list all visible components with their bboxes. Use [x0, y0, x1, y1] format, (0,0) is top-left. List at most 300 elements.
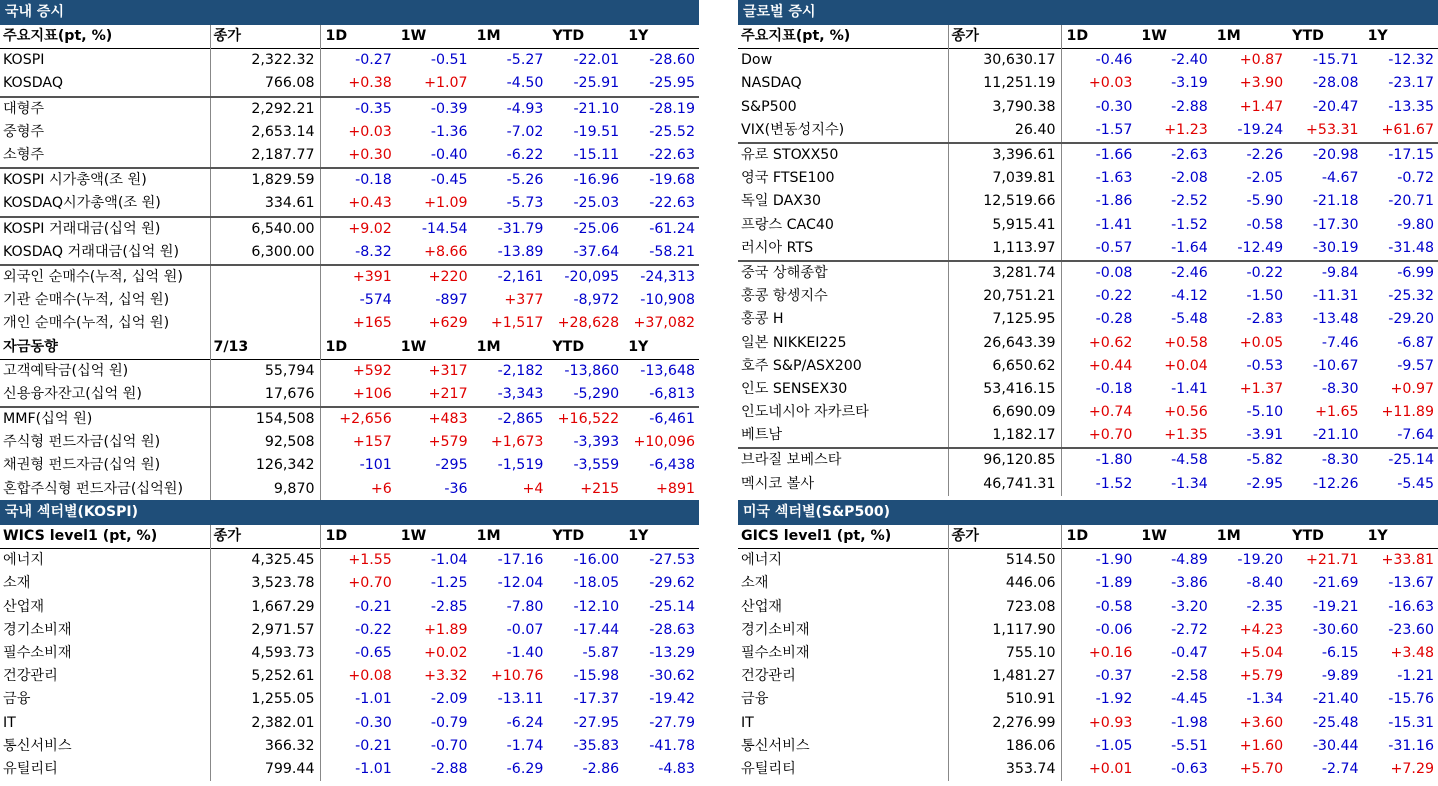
change-value: -13.29 [649, 645, 695, 662]
table-row [738, 665, 1438, 688]
change-value: -22.63 [649, 147, 695, 164]
change-value: -30.62 [649, 668, 695, 685]
close-value: 53,416.15 [948, 378, 1061, 401]
change-value: +0.02 [424, 645, 468, 662]
change-value: +157 [352, 434, 392, 451]
table-row [738, 190, 1438, 213]
column-header: YTD [552, 28, 585, 45]
change-value: -0.21 [355, 598, 392, 615]
domestic-market-title: 국내 증시 [0, 0, 699, 25]
table-row [738, 473, 1438, 496]
change-value: -0.40 [430, 147, 468, 164]
close-value: 4,325.45 [210, 549, 320, 573]
table-row [738, 735, 1438, 758]
change-value: -18.05 [573, 575, 620, 592]
change-value: +4 [522, 480, 544, 497]
change-value: +61.67 [1381, 121, 1434, 138]
column-header: 종가 [948, 525, 1061, 549]
change-value: -2.95 [1246, 475, 1284, 492]
us-sector-table [738, 525, 1438, 781]
change-value: -12.04 [497, 575, 544, 592]
header-row [738, 525, 1438, 549]
column-header: 1W [1141, 528, 1167, 545]
change-value: -0.35 [320, 97, 396, 121]
table-row [738, 688, 1438, 711]
change-value: -61.24 [623, 217, 699, 241]
change-value: +0.74 [1088, 404, 1133, 421]
change-value: -1.92 [1095, 691, 1133, 708]
change-value: -19.42 [649, 691, 695, 708]
header-row [0, 335, 699, 359]
column-header: 1Y [628, 528, 649, 545]
change-value: -2,182 [497, 362, 544, 379]
change-value: -4.67 [1321, 170, 1359, 187]
change-value: -29.62 [649, 575, 695, 592]
change-value: -4.45 [1171, 691, 1208, 708]
change-value: -6.15 [1321, 645, 1359, 662]
change-value: -1.74 [506, 737, 544, 754]
change-value: -1.57 [1095, 121, 1133, 138]
table-row [738, 167, 1438, 190]
change-value: -5.87 [582, 645, 620, 662]
column-header: GICS level1 (pt, %) [738, 525, 948, 549]
table-row [0, 478, 699, 501]
change-value: +317 [428, 362, 468, 379]
change-value: -7.46 [1321, 334, 1359, 351]
change-value: -15.71 [1312, 52, 1359, 69]
close-value: 2,653.14 [210, 121, 320, 144]
table-row [0, 619, 699, 642]
change-value: -4.58 [1136, 448, 1211, 472]
column-header: 1Y [628, 338, 649, 355]
column-header: 종가 [948, 25, 1061, 49]
row-label: 인도 SENSEX30 [738, 378, 948, 401]
table-row [0, 572, 699, 595]
table-row [0, 665, 699, 688]
change-value: -31.48 [1388, 239, 1434, 256]
change-value: -13,648 [640, 362, 695, 379]
change-value: +0.87 [1239, 52, 1284, 69]
change-value: -21.18 [1312, 193, 1359, 210]
change-value: -19.24 [1237, 121, 1284, 138]
close-value: 366.32 [210, 735, 320, 758]
table-row [0, 359, 699, 383]
change-value: -0.18 [320, 168, 396, 192]
table-row [738, 285, 1438, 308]
close-value: 6,300.00 [210, 241, 320, 265]
table-row [738, 424, 1438, 448]
close-value: 2,971.57 [210, 619, 320, 642]
close-value: 92,508 [210, 431, 320, 454]
close-value: 46,741.31 [948, 473, 1061, 496]
change-value: -0.30 [355, 714, 392, 731]
close-value: 154,508 [210, 407, 320, 431]
column-header: 주요지표(pt, %) [738, 25, 948, 49]
change-value: -13.67 [1388, 575, 1434, 592]
row-label: 산업재 [0, 596, 210, 619]
column-header: 1Y [628, 28, 649, 45]
table-row [738, 448, 1438, 472]
change-value: -2.58 [1171, 668, 1208, 685]
change-value: -41.78 [649, 737, 695, 754]
change-value: -0.70 [430, 737, 468, 754]
close-value: 17,676 [210, 383, 320, 407]
table-row [738, 214, 1438, 237]
change-value: -0.65 [355, 645, 392, 662]
change-value: -16.96 [547, 168, 623, 192]
change-value: -2.09 [430, 691, 468, 708]
close-value: 126,342 [210, 454, 320, 477]
change-value: -2.52 [1171, 193, 1208, 210]
change-value: -31.79 [472, 217, 548, 241]
change-value: +0.62 [1088, 334, 1133, 351]
column-header: 1D [1066, 28, 1089, 45]
change-value: +0.04 [1164, 357, 1208, 374]
table-row [738, 401, 1438, 424]
row-label: 필수소비재 [0, 642, 210, 665]
close-value: 799.44 [210, 758, 320, 781]
row-label: S&P500 [738, 96, 948, 119]
change-value: -19.21 [1312, 598, 1359, 615]
change-value: -9.80 [1397, 216, 1434, 233]
change-value: -0.47 [1171, 645, 1208, 662]
change-value: -2,161 [472, 265, 548, 289]
change-value: -0.51 [430, 52, 468, 69]
change-value: -20.71 [1388, 193, 1434, 210]
row-label: 필수소비재 [738, 642, 948, 665]
change-value: -25.52 [649, 123, 695, 140]
change-value: -6.24 [506, 714, 544, 731]
change-value: +0.05 [1239, 334, 1284, 351]
us-sector-panel [738, 500, 1438, 781]
change-value: -1.98 [1171, 714, 1208, 731]
close-value: 334.61 [210, 192, 320, 216]
row-label: 독일 DAX30 [738, 190, 948, 213]
change-value: -15.11 [573, 147, 620, 164]
change-value: +1,517 [490, 315, 544, 332]
table-row [0, 97, 699, 121]
change-value: +1.47 [1239, 98, 1284, 115]
change-value: -13.89 [497, 243, 544, 260]
table-row [738, 308, 1438, 331]
change-value: -6.99 [1363, 261, 1438, 285]
column-header: YTD [1292, 28, 1324, 45]
change-value: -0.27 [355, 52, 392, 69]
change-value: -2.63 [1136, 143, 1211, 167]
change-value: -1.50 [1246, 288, 1284, 305]
table-row [0, 688, 699, 711]
change-value: -2.85 [430, 598, 468, 615]
change-value: -28.08 [1312, 75, 1359, 92]
column-header: 종가 [210, 25, 320, 49]
change-value: -2.08 [1171, 170, 1208, 187]
change-value: -12.26 [1312, 475, 1359, 492]
change-value: -0.57 [1095, 239, 1133, 256]
change-value: -58.21 [649, 243, 695, 260]
table-row [738, 549, 1438, 573]
change-value: -25.32 [1388, 288, 1434, 305]
change-value: -36 [444, 480, 468, 497]
row-label: 통신서비스 [0, 735, 210, 758]
domestic-market-panel [0, 0, 699, 501]
row-label: 유틸리티 [0, 758, 210, 781]
change-value: -22.01 [573, 52, 620, 69]
row-label: 기관 순매수(누적, 십억 원) [0, 289, 210, 312]
change-value: +629 [428, 315, 468, 332]
change-value: -9.89 [1321, 668, 1359, 685]
change-value: -0.07 [506, 621, 544, 638]
change-value: -6.22 [506, 147, 544, 164]
change-value: -2.46 [1136, 261, 1211, 285]
table-row [738, 237, 1438, 261]
change-value: +0.70 [1088, 427, 1133, 444]
row-label: 혼합주식형 펀드자금(십억원) [0, 478, 210, 501]
change-value: -8.30 [1287, 448, 1362, 472]
column-header: 1W [400, 28, 427, 45]
change-value: +33.81 [1381, 552, 1434, 569]
row-label: KOSPI 시가총액(조 원) [0, 168, 210, 192]
change-value: +2,656 [320, 407, 396, 431]
column-header: 7/13 [210, 335, 320, 359]
table-row [738, 49, 1438, 73]
row-label: IT [738, 712, 948, 735]
change-value: +1,673 [490, 434, 544, 451]
change-value: -0.79 [430, 714, 468, 731]
change-value: -1.34 [1171, 475, 1208, 492]
change-value: -5,290 [573, 385, 620, 402]
close-value: 1,255.05 [210, 688, 320, 711]
change-value: -0.58 [1246, 216, 1284, 233]
column-header: 1D [1066, 528, 1089, 545]
change-value: -25.91 [573, 75, 620, 92]
change-value: -3,559 [573, 457, 620, 474]
change-value: -5.82 [1212, 448, 1287, 472]
table-row [738, 642, 1438, 665]
change-value: -20.47 [1312, 98, 1359, 115]
change-value: -6,461 [623, 407, 699, 431]
change-value: +28,628 [557, 315, 620, 332]
close-value: 3,523.78 [210, 572, 320, 595]
close-value: 5,915.41 [948, 214, 1061, 237]
change-value: -2.74 [1321, 760, 1359, 777]
close-value: 3,396.61 [948, 143, 1061, 167]
column-header: 1M [476, 338, 501, 355]
change-value: +215 [580, 480, 620, 497]
table-row [738, 758, 1438, 781]
table-row [0, 217, 699, 241]
change-value: -1.89 [1095, 575, 1133, 592]
header-row [0, 25, 699, 49]
change-value: -16.00 [573, 552, 620, 569]
close-value: 12,519.66 [948, 190, 1061, 213]
table-row [0, 712, 699, 735]
change-value: -9.57 [1397, 357, 1434, 374]
row-label: 소재 [738, 572, 948, 595]
column-header: 1W [1141, 28, 1167, 45]
change-value: -6,813 [649, 385, 695, 402]
change-value: +11.89 [1381, 404, 1434, 421]
change-value: -31.16 [1388, 737, 1434, 754]
change-value: +377 [504, 292, 544, 309]
change-value: -0.37 [1095, 668, 1133, 685]
change-value: -3.19 [1171, 75, 1208, 92]
kr-sector-title: 국내 섹터별(KOSPI) [0, 500, 699, 525]
close-value: 2,276.99 [948, 712, 1061, 735]
change-value: -1.05 [1095, 737, 1133, 754]
change-value: -0.46 [1095, 52, 1133, 69]
row-label: 경기소비재 [738, 619, 948, 642]
change-value: -897 [435, 292, 468, 309]
table-row [738, 261, 1438, 285]
row-label: 외국인 순매수(누적, 십억 원) [0, 265, 210, 289]
table-row [0, 431, 699, 454]
row-label: KOSDAQ시가총액(조 원) [0, 192, 210, 216]
table-row [0, 192, 699, 216]
close-value: 2,322.32 [210, 49, 320, 73]
column-header: 1W [400, 528, 427, 545]
change-value: -25.14 [1363, 448, 1438, 472]
row-label: 건강관리 [738, 665, 948, 688]
change-value: +3.90 [1239, 75, 1284, 92]
change-value: -28.63 [649, 621, 695, 638]
kr-sector-table [0, 525, 699, 781]
table-row [0, 168, 699, 192]
domestic-market-table [0, 25, 699, 501]
change-value: -4.50 [506, 75, 544, 92]
row-label: 금융 [0, 688, 210, 711]
change-value: -3.20 [1171, 598, 1208, 615]
change-value: -30.44 [1312, 737, 1359, 754]
close-value: 1,829.59 [210, 168, 320, 192]
change-value: -13,860 [564, 362, 620, 379]
close-value: 6,540.00 [210, 217, 320, 241]
change-value: +106 [352, 385, 392, 402]
table-row [0, 758, 699, 781]
change-value: -0.28 [1095, 311, 1133, 328]
change-value: +5.04 [1239, 645, 1284, 662]
row-label: 고객예탁금(십억 원) [0, 359, 210, 383]
change-value: -13.35 [1388, 98, 1434, 115]
change-value: -5.73 [506, 195, 544, 212]
change-value: +0.97 [1390, 380, 1434, 397]
row-label: 러시아 RTS [738, 237, 948, 261]
table-row [0, 596, 699, 619]
column-header: YTD [552, 528, 585, 545]
row-label: 주식형 펀드자금(십억 원) [0, 431, 210, 454]
column-header: 자금동향 [0, 335, 210, 359]
kr-sector-panel [0, 500, 699, 781]
change-value: -6,438 [649, 457, 695, 474]
table-row [0, 407, 699, 431]
change-value: +0.03 [1088, 75, 1133, 92]
change-value: -12.49 [1237, 239, 1284, 256]
close-value: 11,251.19 [948, 72, 1061, 95]
change-value: -25.95 [649, 75, 695, 92]
table-row [738, 331, 1438, 354]
header-row [0, 525, 699, 549]
row-label: 산업재 [738, 596, 948, 619]
change-value: -15.76 [1388, 691, 1434, 708]
table-row [0, 312, 699, 335]
change-value: -13.48 [1312, 311, 1359, 328]
change-value: -1.86 [1095, 193, 1133, 210]
change-value: +10.76 [490, 668, 544, 685]
change-value: -22.63 [649, 195, 695, 212]
column-header: 1D [325, 28, 348, 45]
change-value: +6 [370, 480, 392, 497]
change-value: -7.80 [506, 598, 544, 615]
table-row [738, 572, 1438, 595]
row-label: 채권형 펀드자금(십억 원) [0, 454, 210, 477]
change-value: +8.66 [424, 243, 468, 260]
column-header: 1D [325, 338, 348, 355]
change-value: +0.44 [1088, 357, 1133, 374]
change-value: -9.84 [1287, 261, 1362, 285]
close-value [210, 265, 320, 289]
table-row [0, 735, 699, 758]
change-value: -17.44 [573, 621, 620, 638]
change-value: -2.26 [1212, 143, 1287, 167]
change-value: -2.86 [582, 760, 620, 777]
change-value: -19.51 [573, 123, 620, 140]
close-value: 1,182.17 [948, 424, 1061, 448]
table-row [0, 241, 699, 265]
close-value: 1,481.27 [948, 665, 1061, 688]
change-value: -30.60 [1312, 621, 1359, 638]
change-value: -1.41 [1095, 216, 1133, 233]
change-value: -0.22 [1212, 261, 1287, 285]
change-value: -21.10 [1312, 427, 1359, 444]
row-label: KOSPI 거래대금(십억 원) [0, 217, 210, 241]
change-value: +5.79 [1239, 668, 1284, 685]
header-row [738, 25, 1438, 49]
change-value: -0.53 [1246, 357, 1284, 374]
change-value: -5.48 [1171, 311, 1208, 328]
change-value: -17.16 [497, 552, 544, 569]
close-value: 3,281.74 [948, 261, 1061, 285]
close-value: 55,794 [210, 359, 320, 383]
close-value: 1,117.90 [948, 619, 1061, 642]
change-value: -2.40 [1171, 52, 1208, 69]
change-value: -29.20 [1388, 311, 1434, 328]
row-label: 신용융자잔고(십억 원) [0, 383, 210, 407]
table-row [0, 121, 699, 144]
change-value: -1.01 [355, 691, 392, 708]
change-value: -6.29 [506, 760, 544, 777]
table-row [0, 289, 699, 312]
table-row [738, 596, 1438, 619]
change-value: -11.31 [1312, 288, 1359, 305]
column-header: 1M [476, 28, 501, 45]
change-value: -23.60 [1388, 621, 1434, 638]
change-value: -19.20 [1237, 552, 1284, 569]
change-value: -4.12 [1171, 288, 1208, 305]
change-value: -4.89 [1171, 552, 1208, 569]
row-label: 유로 STOXX50 [738, 143, 948, 167]
row-label: 브라질 보베스타 [738, 448, 948, 472]
change-value: -19.68 [623, 168, 699, 192]
row-label: 에너지 [0, 549, 210, 573]
change-value: +4.23 [1239, 621, 1284, 638]
row-label: 건강관리 [0, 665, 210, 688]
change-value: +9.02 [320, 217, 396, 241]
change-value: -295 [435, 457, 468, 474]
change-value: +1.55 [348, 552, 392, 569]
close-value: 30,630.17 [948, 49, 1061, 73]
close-value: 6,690.09 [948, 401, 1061, 424]
table-row [0, 49, 699, 73]
change-value: -16.63 [1388, 598, 1434, 615]
